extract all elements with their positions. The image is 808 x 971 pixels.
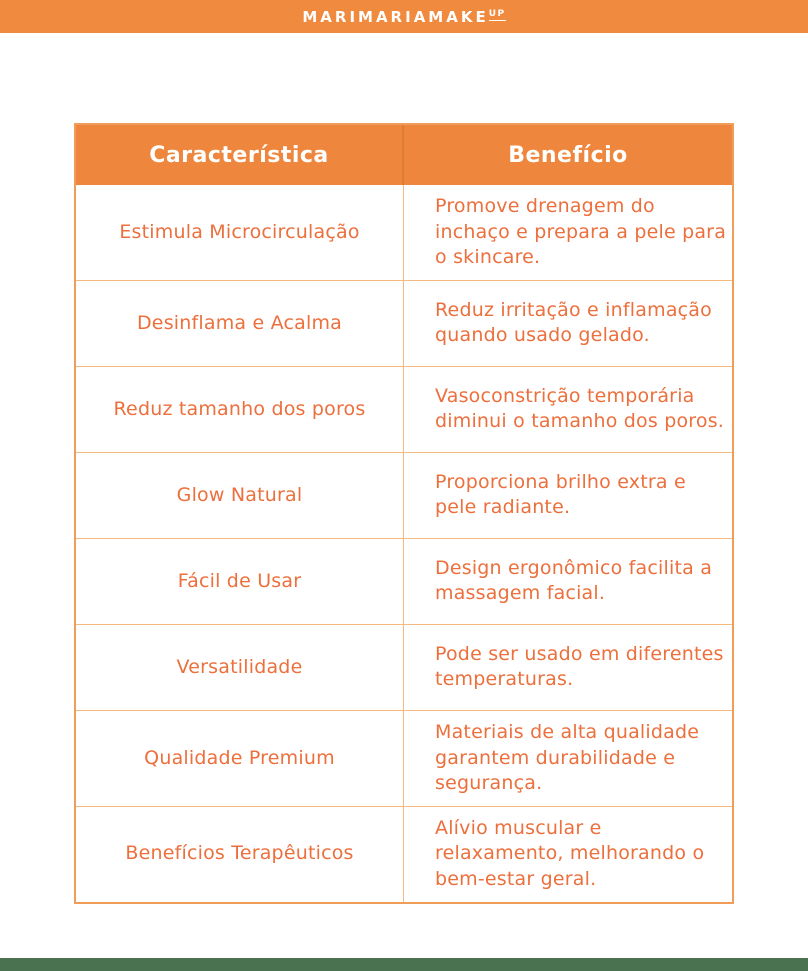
- benefit-cell: Vasoconstrição temporária diminui o tamanho dos poros.: [435, 384, 725, 433]
- benefit-cell: Promove drenagem do inchaço e prepara a pele para o skincare.: [435, 195, 727, 269]
- feature-cell: Glow Natural: [76, 453, 404, 538]
- table-row: [76, 366, 732, 452]
- feature-cell: Estimula Microcirculação: [76, 185, 404, 280]
- feature-cell: Qualidade Premium: [76, 711, 404, 806]
- top-brand-bar: [0, 0, 808, 33]
- benefit-cell: Proporciona brilho extra e pele radiante.: [435, 470, 686, 519]
- brand-logo-text: MARIMARIAMAKE: [302, 7, 489, 26]
- table-row: [76, 710, 732, 806]
- footer-accent-bar: [0, 958, 808, 971]
- table-row: [76, 806, 732, 902]
- benefit-cell: Reduz irritação e inflamação quando usado gelado.: [435, 298, 712, 347]
- column-header-beneficio: Benefício: [508, 142, 628, 168]
- benefit-cell: Design ergonômico facilita a massagem facial.: [435, 556, 713, 605]
- brand-logo: [302, 8, 505, 26]
- table-row: [76, 452, 732, 538]
- benefit-cell: Materiais de alta qualidade garantem durabilidade e segurança.: [435, 720, 700, 795]
- benefit-cell: Pode ser usado em diferentes temperaturas.: [435, 642, 724, 691]
- table-header-row: [76, 125, 732, 185]
- benefits-table: [74, 123, 734, 904]
- table-row: [76, 185, 732, 280]
- benefit-cell: Alívio muscular e relaxamento, melhorando o bem-estar geral.: [435, 816, 705, 891]
- feature-cell: Reduz tamanho dos poros: [76, 367, 404, 452]
- table-row: [76, 624, 732, 710]
- table-row: [76, 280, 732, 366]
- feature-cell: Benefícios Terapêuticos: [76, 807, 404, 902]
- column-header-caracteristica: Característica: [76, 125, 404, 185]
- feature-cell: Fácil de Usar: [76, 539, 404, 624]
- feature-cell: Versatilidade: [76, 625, 404, 710]
- feature-cell: Desinflama e Acalma: [76, 281, 404, 366]
- brand-logo-sup: UP: [488, 8, 506, 19]
- table-row: [76, 538, 732, 624]
